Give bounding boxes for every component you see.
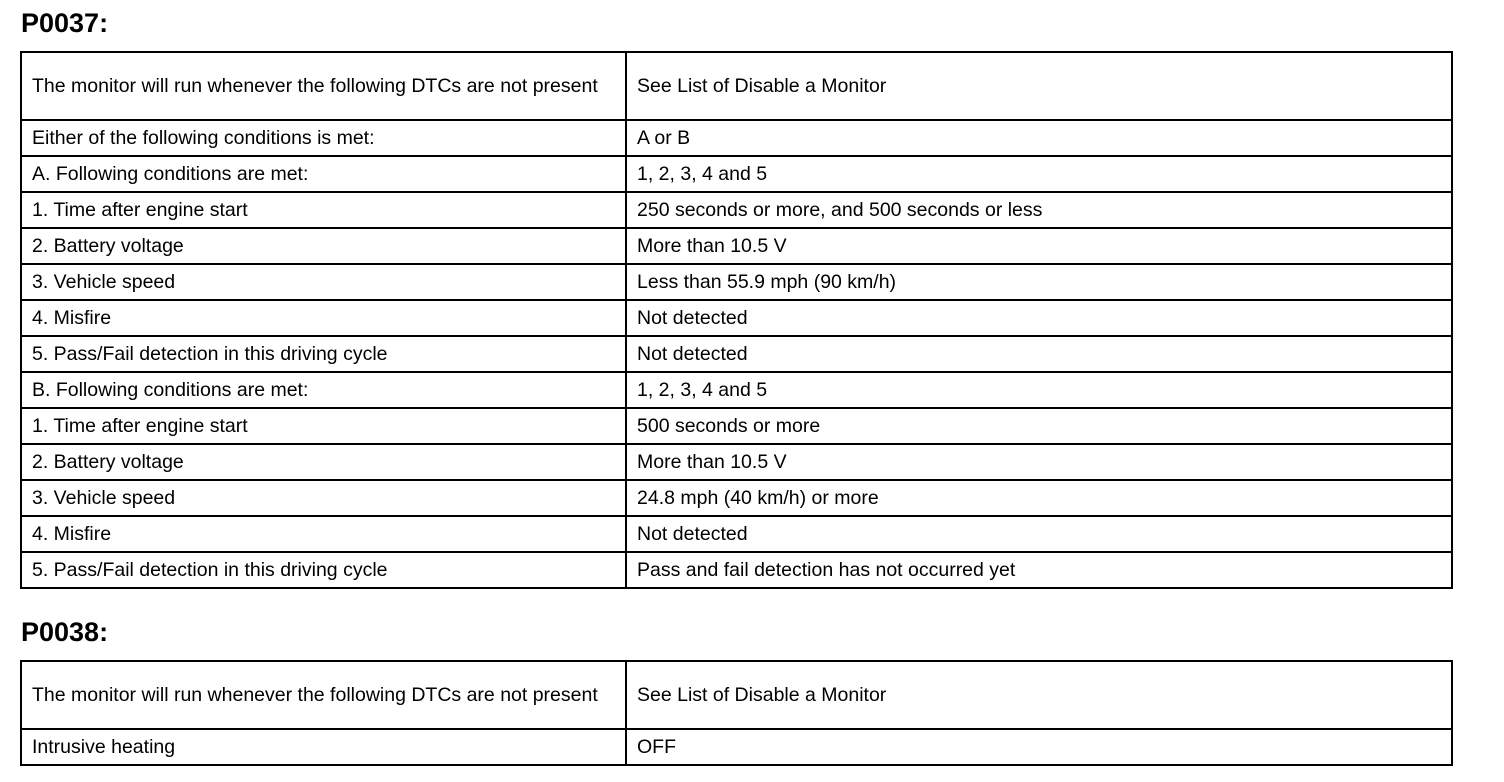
table-row <box>21 120 1452 156</box>
condition-cell: 3. Vehicle speed <box>21 264 626 300</box>
condition-cell: The monitor will run whenever the following DTCs are not present <box>21 661 626 729</box>
condition-cell: 5. Pass/Fail detection in this driving cycle <box>21 552 626 588</box>
condition-cell: 1. Time after engine start <box>21 192 626 228</box>
table-row <box>21 52 1452 120</box>
value-cell: A or B <box>626 120 1452 156</box>
table-row <box>21 372 1452 408</box>
value-cell: OFF <box>626 729 1452 765</box>
conditions-table-body <box>21 661 1452 765</box>
condition-cell: 2. Battery voltage <box>21 444 626 480</box>
condition-cell: 4. Misfire <box>21 300 626 336</box>
value-cell: 250 seconds or more, and 500 seconds or less <box>626 192 1452 228</box>
conditions-table-p0037 <box>20 51 1453 589</box>
condition-cell: 3. Vehicle speed <box>21 480 626 516</box>
table-row <box>21 156 1452 192</box>
value-cell: 24.8 mph (40 km/h) or more <box>626 480 1452 516</box>
condition-cell: 1. Time after engine start <box>21 408 626 444</box>
table-row <box>21 480 1452 516</box>
value-cell: More than 10.5 V <box>626 228 1452 264</box>
value-cell: Not detected <box>626 516 1452 552</box>
conditions-table-p0038 <box>20 660 1453 766</box>
table-row <box>21 444 1452 480</box>
section-title-p0037: P0037: <box>21 8 109 38</box>
value-cell: Not detected <box>626 336 1452 372</box>
condition-cell: Either of the following conditions is met: <box>21 120 626 156</box>
value-cell: More than 10.5 V <box>626 444 1452 480</box>
value-cell: See List of Disable a Monitor <box>626 661 1452 729</box>
condition-cell: A. Following conditions are met: <box>21 156 626 192</box>
table-row <box>21 552 1452 588</box>
section-title-p0038: P0038: <box>21 617 109 647</box>
condition-cell: B. Following conditions are met: <box>21 372 626 408</box>
value-cell: Less than 55.9 mph (90 km/h) <box>626 264 1452 300</box>
value-cell: Not detected <box>626 300 1452 336</box>
table-row <box>21 192 1452 228</box>
table-row <box>21 729 1452 765</box>
condition-cell: 4. Misfire <box>21 516 626 552</box>
conditions-table-body <box>21 52 1452 588</box>
table-row <box>21 264 1452 300</box>
condition-cell: 2. Battery voltage <box>21 228 626 264</box>
table-row <box>21 336 1452 372</box>
value-cell: 500 seconds or more <box>626 408 1452 444</box>
table-row <box>21 661 1452 729</box>
table-row <box>21 300 1452 336</box>
table-row <box>21 516 1452 552</box>
value-cell: 1, 2, 3, 4 and 5 <box>626 372 1452 408</box>
value-cell: See List of Disable a Monitor <box>626 52 1452 120</box>
table-row <box>21 228 1452 264</box>
value-cell: 1, 2, 3, 4 and 5 <box>626 156 1452 192</box>
value-cell: Pass and fail detection has not occurred yet <box>626 552 1452 588</box>
condition-cell: The monitor will run whenever the following DTCs are not present <box>21 52 626 120</box>
condition-cell: Intrusive heating <box>21 729 626 765</box>
condition-cell: 5. Pass/Fail detection in this driving cycle <box>21 336 626 372</box>
table-row <box>21 408 1452 444</box>
